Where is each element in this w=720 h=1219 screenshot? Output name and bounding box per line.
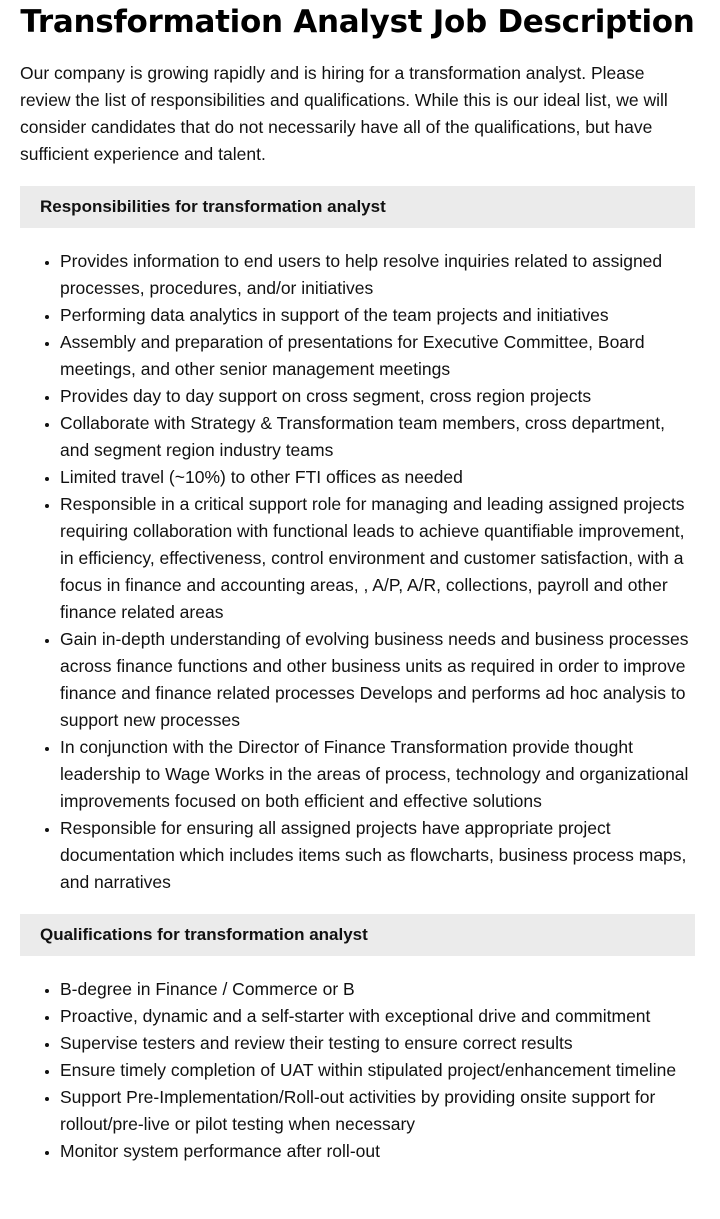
responsibilities-list — [20, 248, 695, 896]
list-item: • Support Pre-Implementation/Roll-out activities by providing onsite support for rollout/pre-live or pilot testing when necessary — [60, 1084, 695, 1138]
responsibilities-heading: Responsibilities for transformation analyst — [20, 186, 695, 228]
list-item: • Assembly and preparation of presentations for Executive Committee, Board meetings, and other senior management meetings — [60, 329, 695, 383]
list-item: • Gain in-depth understanding of evolving business needs and business processes across finance functions and other business units as required in order to improve finance and finance related processes Develops and performs ad hoc analysis to support new processes — [60, 626, 695, 734]
qualifications-heading: Qualifications for transformation analyst — [20, 914, 695, 956]
list-item: • Performing data analytics in support of the team projects and initiatives — [60, 302, 695, 329]
list-item: • Supervise testers and review their testing to ensure correct results — [60, 1030, 695, 1057]
qualifications-list — [20, 976, 695, 1165]
list-item: • In conjunction with the Director of Finance Transformation provide thought leadership to Wage Works in the areas of process, technology and organizational improvements focused on both efficient and effective solutions — [60, 734, 695, 815]
list-item: • Responsible for ensuring all assigned projects have appropriate project documentation which includes items such as flowcharts, business process maps, and narratives — [60, 815, 695, 896]
list-item: • B-degree in Finance / Commerce or B — [60, 976, 695, 1003]
intro-paragraph: Our company is growing rapidly and is hiring for a transformation analyst. Please review the list of responsibilities and qualifications. While this is our ideal list, we will consider candidates that do not necessarily have all of the qualifications, but have sufficient experience and talent. — [20, 63, 668, 164]
list-item: • Limited travel (~10%) to other FTI offices as needed — [60, 464, 695, 491]
list-item: • Monitor system performance after roll-out — [60, 1138, 695, 1165]
list-item: • Proactive, dynamic and a self-starter with exceptional drive and commitment — [60, 1003, 695, 1030]
list-item: • Ensure timely completion of UAT within stipulated project/enhancement timeline — [60, 1057, 695, 1084]
list-item: • Collaborate with Strategy & Transformation team members, cross department, and segment region industry teams — [60, 410, 695, 464]
page-title: Transformation Analyst Job Description — [20, 4, 695, 40]
list-item: • Provides information to end users to help resolve inquiries related to assigned processes, procedures, and/or initiatives — [60, 248, 695, 302]
list-item: • Responsible in a critical support role for managing and leading assigned projects requiring collaboration with functional leads to achieve quantifiable improvement, in efficiency, effectiveness, control environment and customer satisfaction, with a focus in finance and accounting areas, , A/P, A/R, collections, payroll and other finance related areas — [60, 491, 695, 626]
list-item: • Provides day to day support on cross segment, cross region projects — [60, 383, 695, 410]
